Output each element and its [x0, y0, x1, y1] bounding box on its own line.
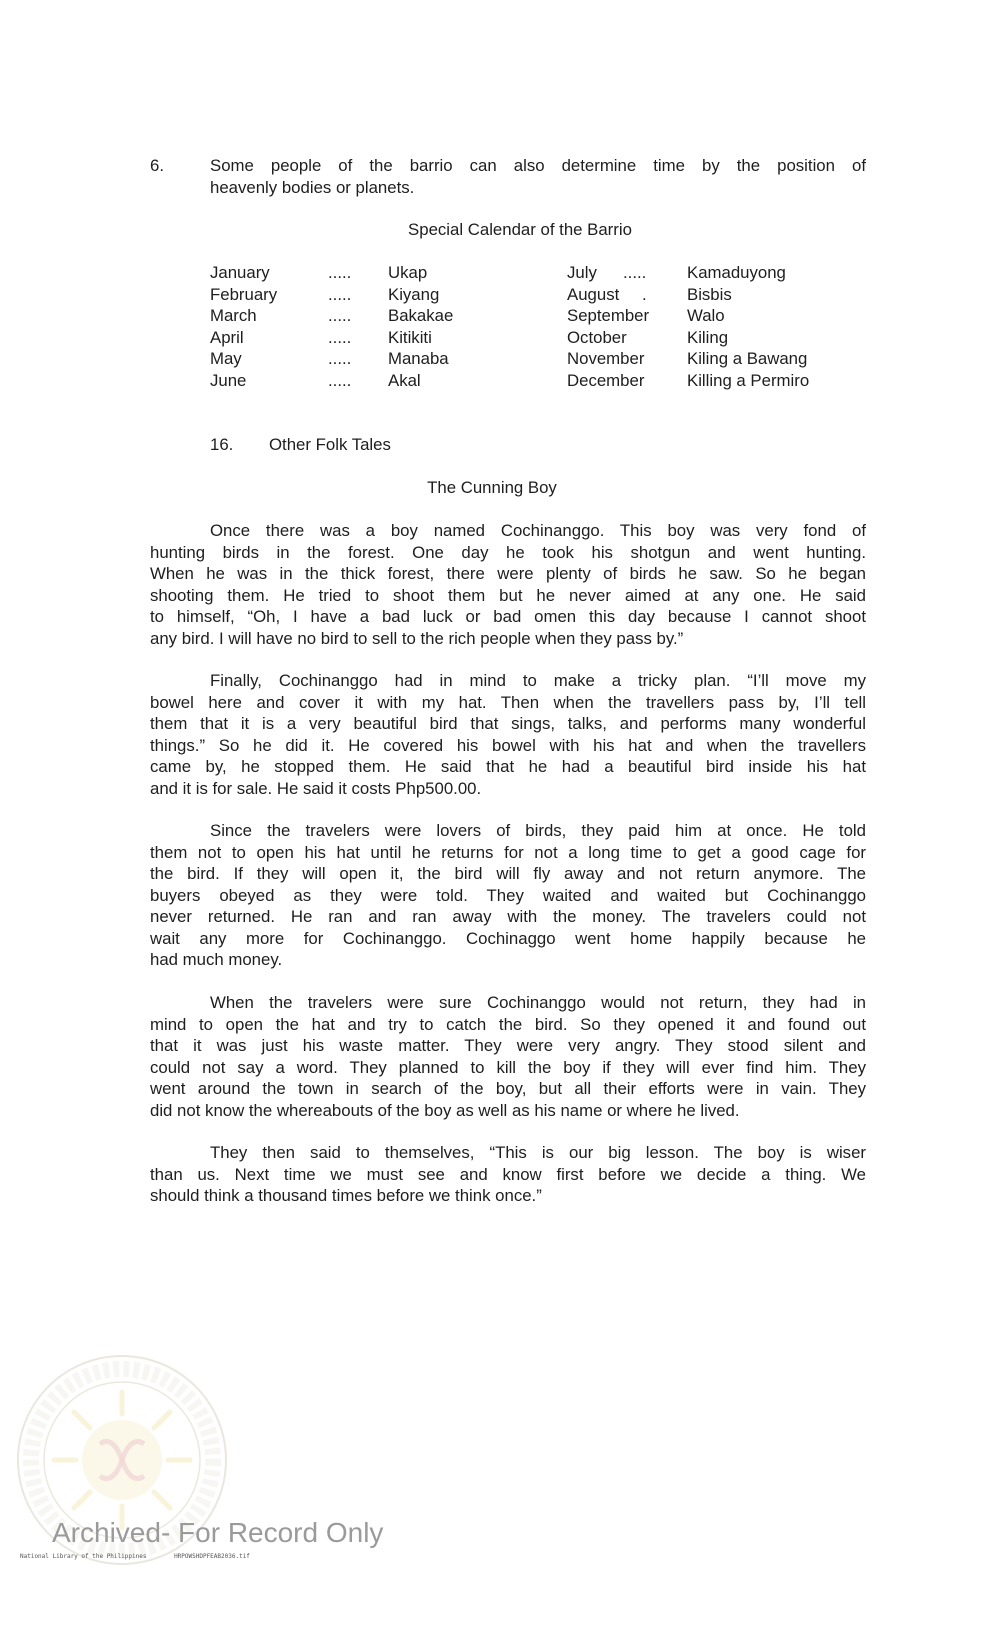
- text-line: any bird. I will have no bird to sell to the rich people when they pass by.”: [150, 628, 684, 648]
- section-title: Other Folk Tales: [269, 435, 391, 454]
- calendar-month: December: [567, 371, 645, 390]
- calendar-month: July: [567, 263, 597, 282]
- section-number: 16.: [210, 435, 234, 454]
- calendar-month: March: [210, 306, 257, 326]
- calendar-month: August: [567, 284, 620, 304]
- text-line: never returned. He ran and ran away with the money. The travelers could not: [150, 907, 866, 926]
- text-line: When the travelers were sure Cochinanggo would not return, they had in: [210, 993, 866, 1012]
- story-paragraph: [150, 992, 866, 1121]
- text-line: Finally, Cochinanggo had in mind to make a tricky plan. “I’ll move my: [210, 671, 866, 690]
- calendar-row: [210, 305, 910, 327]
- calendar-row: [210, 327, 910, 349]
- text-line: them that it is a very beautiful bird that sings, talks, and performs many wonderful: [150, 714, 866, 733]
- calendar-local-name: Akal: [388, 371, 421, 390]
- calendar-local-name: Kiling a Bawang: [687, 349, 808, 369]
- text-line: heavenly bodies or planets.: [210, 177, 415, 197]
- calendar-leader: .....: [328, 349, 352, 369]
- calendar-local-name: Manaba: [388, 349, 449, 369]
- calendar-local-name: Kitikiti: [388, 327, 432, 347]
- calendar-leader: .....: [328, 263, 352, 282]
- text-line: They then said to themselves, “This is our big lesson. The boy is wiser: [210, 1143, 866, 1162]
- calendar-month: October: [567, 327, 627, 347]
- text-line: Some people of the barrio can also determine time by the position of: [210, 156, 866, 175]
- text-line: the bird. If they will open it, the bird will fly away and not return anymore. The: [150, 864, 866, 883]
- text-line: them not to open his hat until he returns for not a long time to get a good cage for: [150, 842, 866, 862]
- calendar-month: April: [210, 327, 244, 347]
- text-line: could not say a word. They planned to kill the boy if they will ever find him. They: [150, 1057, 866, 1077]
- text-line: wait any more for Cochinanggo. Cochinaggo went home happily because he: [150, 928, 866, 948]
- story-paragraph: [150, 820, 866, 971]
- calendar-local-name: Killing a Permiro: [687, 371, 810, 390]
- text-line: had much money.: [150, 950, 283, 969]
- footer-library: National Library of the Philippines: [20, 1553, 147, 1560]
- calendar-local-name: Kamaduyong: [687, 263, 786, 282]
- text-line: and it is for sale. He said it costs Php500.00.: [150, 778, 482, 798]
- item-6: [0, 155, 1002, 199]
- text-line: things.” So he did it. He covered his bowel with his hat and when the travellers: [150, 735, 866, 755]
- calendar-row: [210, 348, 910, 370]
- calendar-local-name: Bisbis: [687, 284, 732, 304]
- calendar-month: November: [567, 349, 645, 369]
- text-line: came by, he stopped them. He said that he had a beautiful bird inside his hat: [150, 757, 866, 776]
- story-title: The Cunning Boy: [427, 478, 557, 497]
- text-line: shooting them. He tried to shoot them but he never aimed at any one. He said: [150, 585, 866, 605]
- story-paragraph: [150, 670, 866, 799]
- text-line: buyers obeyed as they were told. They waited and waited but Cochinanggo: [150, 885, 866, 905]
- section-16-heading: [210, 434, 610, 456]
- calendar-table: [210, 262, 910, 394]
- calendar-row: [210, 284, 910, 306]
- calendar-month: May: [210, 349, 242, 369]
- text-line: mind to open the hat and try to catch the bird. So they opened it and found out: [150, 1014, 866, 1034]
- text-line: did not know the whereabouts of the boy as well as his name or where he lived.: [150, 1100, 740, 1120]
- calendar-local-name: Bakakae: [388, 306, 454, 326]
- story-paragraph: [150, 1142, 866, 1207]
- calendar-month: January: [210, 263, 270, 282]
- calendar-row: [210, 262, 910, 284]
- text-line: Once there was a boy named Cochinanggo. This boy was very fond of: [210, 521, 866, 540]
- text-line: than us. Next time we must see and know first before we decide a thing. We: [150, 1164, 866, 1184]
- text-line: should think a thousand times before we think once.”: [150, 1186, 542, 1205]
- text-line: Since the travelers were lovers of birds, they paid him at once. He told: [210, 821, 866, 840]
- calendar-title: Special Calendar of the Barrio: [408, 220, 632, 239]
- text-line: hunting birds in the forest. One day he took his shotgun and went hunting.: [150, 542, 866, 562]
- calendar-leader: .: [642, 284, 647, 304]
- calendar-local-name: Walo: [687, 306, 725, 326]
- story-paragraph: [150, 520, 866, 649]
- calendar-month: June: [210, 371, 247, 390]
- calendar-leader: .....: [328, 327, 352, 347]
- text-line: bowel here and cover it with my hat. Then when the travellers pass by, I’ll tell: [150, 692, 866, 712]
- calendar-leader: .....: [623, 263, 647, 282]
- calendar-local-name: Kiyang: [388, 284, 440, 304]
- calendar-local-name: Ukap: [388, 263, 428, 282]
- text-line: that it was just his waste matter. They were very angry. They stood silent and: [150, 1036, 866, 1055]
- text-line: to himself, “Oh, I have a bad luck or bad omen this day because I cannot shoot: [150, 607, 866, 626]
- item-number: 6.: [150, 156, 164, 175]
- text-line: When he was in the thick forest, there were plenty of birds he saw. So he began: [150, 564, 866, 583]
- calendar-row: [210, 370, 910, 392]
- calendar-month: February: [210, 284, 278, 304]
- archived-watermark: Archived- For Record Only: [52, 1517, 384, 1548]
- calendar-leader: .....: [328, 371, 352, 390]
- calendar-leader: .....: [328, 284, 352, 304]
- text-line: went around the town in search of the boy, but all their efforts were in vain. They: [150, 1079, 866, 1098]
- calendar-month: September: [567, 306, 650, 326]
- scan-footer: [20, 1553, 250, 1561]
- calendar-leader: .....: [328, 306, 352, 326]
- footer-file: HRPOWSHDPFEAB2036.tif: [174, 1553, 250, 1560]
- calendar-local-name: Kiling: [687, 327, 729, 347]
